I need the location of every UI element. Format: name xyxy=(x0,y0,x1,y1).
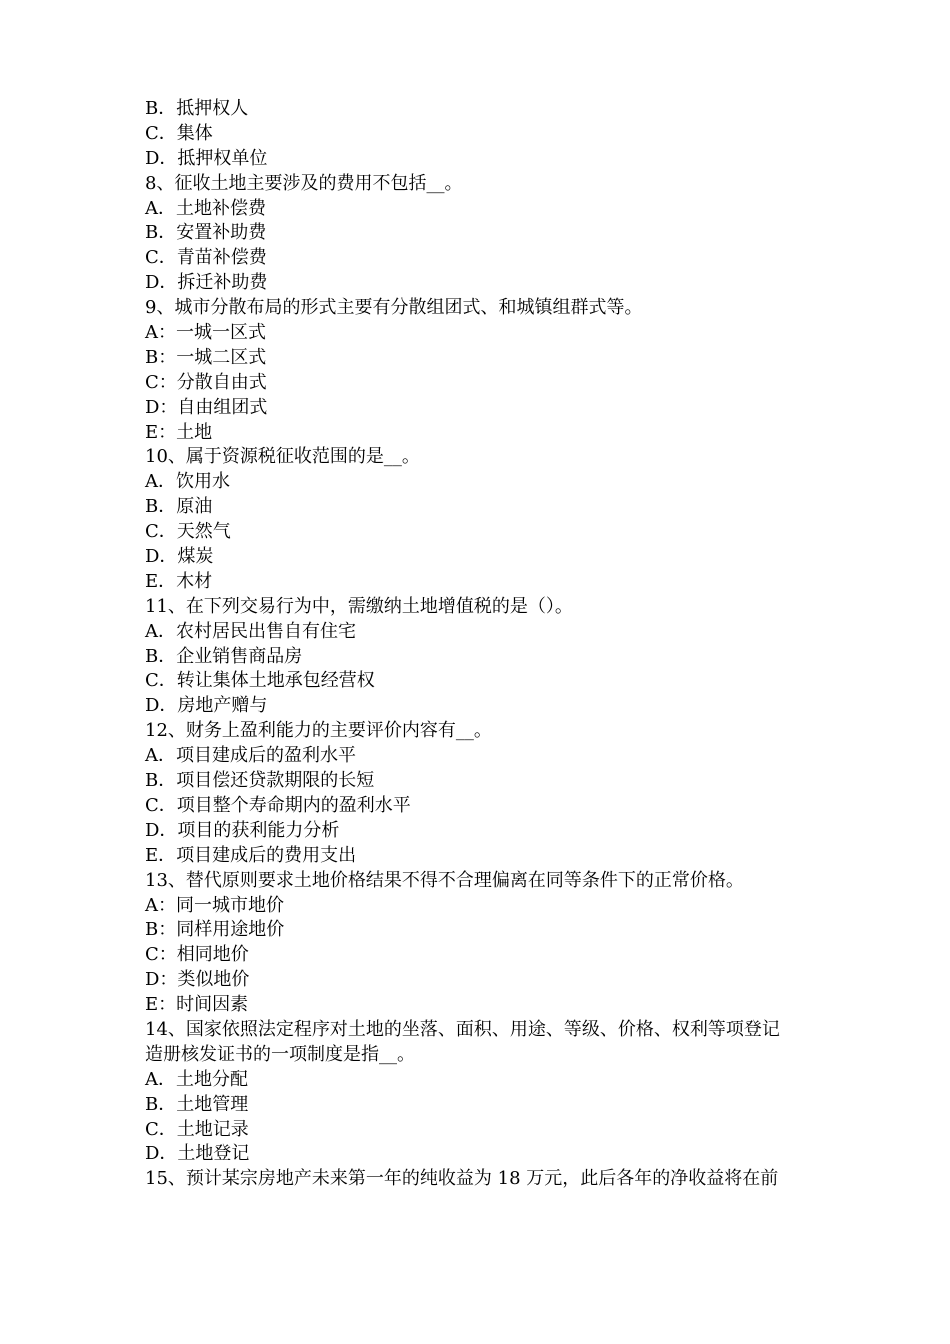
option-line: C．项目整个寿命期内的盈利水平 xyxy=(145,794,411,816)
option-line: B．项目偿还贷款期限的长短 xyxy=(145,770,375,792)
document-body xyxy=(145,97,835,1192)
option-line: B．企业销售商品房 xyxy=(145,645,303,667)
option-line: C．转让集体土地承包经营权 xyxy=(145,670,375,692)
option-line: A：一城一区式 xyxy=(145,322,266,344)
question-line: 13、替代原则要求土地价格结果不得不合理偏离在同等条件下的正常价格。 xyxy=(145,869,744,891)
question-line: 12、财务上盈利能力的主要评价内容有__。 xyxy=(145,720,492,742)
question-line: 11、在下列交易行为中，需缴纳土地增值税的是（）。 xyxy=(145,595,573,617)
question-line: 14、国家依照法定程序对土地的坐落、面积、用途、等级、价格、权利等项登记 xyxy=(145,1018,780,1040)
option-line: C：分散自由式 xyxy=(145,371,267,393)
option-line: A．项目建成后的盈利水平 xyxy=(145,745,356,767)
option-line: E．项目建成后的费用支出 xyxy=(145,844,357,866)
question-line: 10、属于资源税征收范围的是__。 xyxy=(145,446,420,468)
option-line: D．抵押权单位 xyxy=(145,147,268,169)
option-line: A．土地分配 xyxy=(145,1068,248,1090)
option-line: B．土地管理 xyxy=(145,1093,249,1115)
option-line: D．项目的获利能力分析 xyxy=(145,819,340,841)
option-line: D：类似地价 xyxy=(145,969,250,991)
option-line: D．土地登记 xyxy=(145,1143,250,1165)
option-line: D：自由组团式 xyxy=(145,396,268,418)
option-line: A：同一城市地价 xyxy=(145,894,284,916)
option-line: E．木材 xyxy=(145,570,213,592)
option-line: D．拆迁补助费 xyxy=(145,272,268,294)
option-line: B．原油 xyxy=(145,496,213,518)
option-line: C．青苗补偿费 xyxy=(145,247,267,269)
option-line: C：相同地价 xyxy=(145,944,249,966)
option-line: B：同样用途地价 xyxy=(145,919,285,941)
question-line-continued: 造册核发证书的一项制度是指__。 xyxy=(145,1043,415,1065)
option-line: A．饮用水 xyxy=(145,471,230,493)
question-line: 15、预计某宗房地产未来第一年的纯收益为 18 万元，此后各年的净收益将在前 xyxy=(145,1168,779,1190)
option-line: A．土地补偿费 xyxy=(145,197,266,219)
option-line: C．天然气 xyxy=(145,521,231,543)
option-line: C．集体 xyxy=(145,122,213,144)
option-line: A．农村居民出售自有住宅 xyxy=(145,620,356,642)
option-line: B．安置补助费 xyxy=(145,222,267,244)
option-line: B．抵押权人 xyxy=(145,98,249,119)
option-line: B：一城二区式 xyxy=(145,346,267,368)
option-line: E：土地 xyxy=(145,421,213,443)
option-line: E：时间因素 xyxy=(145,994,249,1016)
option-line: D．煤炭 xyxy=(145,546,214,568)
question-line: 8、征收土地主要涉及的费用不包括__。 xyxy=(145,172,463,194)
option-line: C．土地记录 xyxy=(145,1118,249,1140)
option-line: D．房地产赠与 xyxy=(145,695,268,717)
question-line: 9、城市分散布局的形式主要有分散组团式、和城镇组群式等。 xyxy=(145,297,643,319)
